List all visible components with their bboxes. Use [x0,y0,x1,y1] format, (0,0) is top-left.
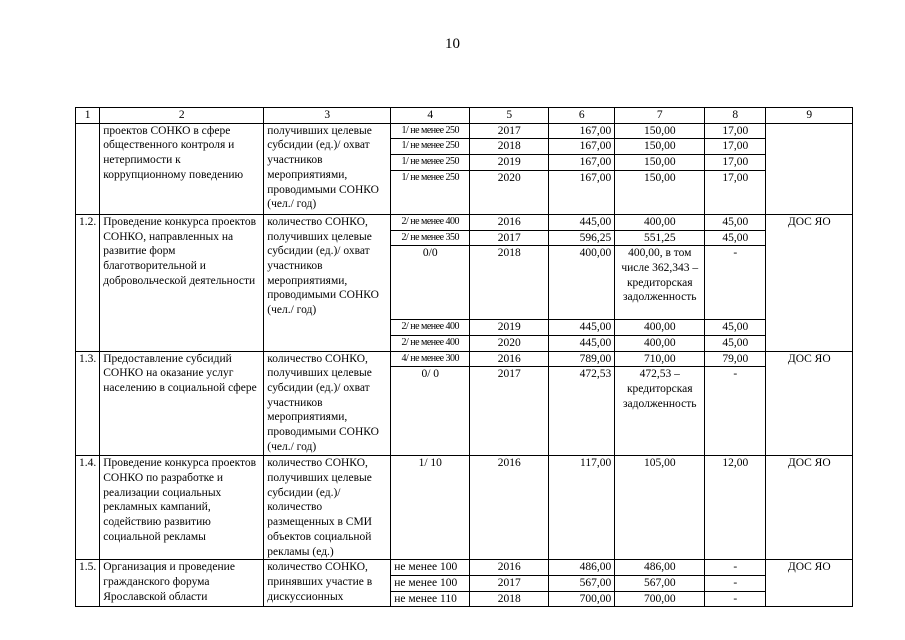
plan-value-cell: 2/ не менее 400 [391,320,470,336]
regional-cell: 567,00 [615,576,705,592]
total-cell: 167,00 [549,123,615,139]
header-cell: 9 [766,108,853,124]
other-cell: - [705,560,766,576]
table-row [76,123,853,139]
total-cell: 567,00 [549,576,615,592]
plan-value-cell: 1/ 10 [391,456,470,560]
total-cell: 472,53 [549,367,615,456]
regional-cell: 551,25 [615,230,705,246]
plan-value-cell: 4/ не менее 300 [391,351,470,367]
plan-value-cell: 1/ не менее 250 [391,155,470,171]
other-cell: - [705,576,766,592]
plan-value-cell: 2/ не менее 400 [391,214,470,230]
year-cell: 2020 [470,170,549,214]
activity-name-cell: Проведение конкурса проектов СОНКО, направленных на развитие форм благотворительной и добровольческой деятельности [100,214,264,351]
year-cell: 2017 [470,367,549,456]
other-cell: 17,00 [705,155,766,171]
other-cell: 12,00 [705,456,766,560]
total-cell: 486,00 [549,560,615,576]
total-cell: 445,00 [549,214,615,230]
total-cell: 400,00 [549,246,615,320]
header-cell: 1 [76,108,100,124]
plan-value-cell: не менее 100 [391,560,470,576]
year-cell: 2020 [470,335,549,351]
item-number-cell: 1.5. [76,560,100,607]
indicator-cell: количество СОНКО, принявших участие в дискуссионных [264,560,391,607]
other-cell: 45,00 [705,214,766,230]
total-cell: 167,00 [549,170,615,214]
year-cell: 2018 [470,139,549,155]
program-table [75,107,853,607]
regional-cell: 105,00 [615,456,705,560]
header-cell: 3 [264,108,391,124]
total-cell: 596,25 [549,230,615,246]
regional-cell: 150,00 [615,123,705,139]
table-row [76,560,853,576]
plan-value-cell: 1/ не менее 250 [391,123,470,139]
item-number-cell: 1.4. [76,456,100,560]
other-cell: - [705,591,766,607]
year-cell: 2017 [470,123,549,139]
other-cell: 17,00 [705,170,766,214]
executor-cell: ДОС ЯО [766,351,853,456]
total-cell: 789,00 [549,351,615,367]
other-cell: 79,00 [705,351,766,367]
regional-cell: 400,00 [615,320,705,336]
item-number-cell [76,123,100,214]
regional-cell: 700,00 [615,591,705,607]
executor-cell [766,123,853,214]
regional-cell: 150,00 [615,170,705,214]
executor-cell: ДОС ЯО [766,560,853,607]
plan-value-cell: 0/ 0 [391,367,470,456]
year-cell: 2017 [470,230,549,246]
regional-cell: 150,00 [615,155,705,171]
year-cell: 2017 [470,576,549,592]
header-cell: 8 [705,108,766,124]
regional-cell: 150,00 [615,139,705,155]
activity-name-cell: Проведение конкурса проектов СОНКО по разработке и реализации социальных рекламных кампаний, содействию развитию социальной рекламы [100,456,264,560]
indicator-cell: количество СОНКО, получивших целевые субсидии (ед.)/ охват участников мероприятиями, проводимыми СОНКО (чел./ год) [264,214,391,351]
regional-cell: 710,00 [615,351,705,367]
other-cell: - [705,246,766,320]
year-cell: 2018 [470,246,549,320]
total-cell: 167,00 [549,139,615,155]
total-cell: 445,00 [549,320,615,336]
table-row [76,351,853,367]
item-number-cell: 1.3. [76,351,100,456]
indicator-cell: количество СОНКО, получивших целевые субсидии (ед.)/ количество размещенных в СМИ объектов социальной рекламы (ед.) [264,456,391,560]
header-cell: 6 [549,108,615,124]
plan-value-cell: не менее 110 [391,591,470,607]
year-cell: 2019 [470,320,549,336]
regional-cell: 472,53 – кредиторская задолженность [615,367,705,456]
plan-value-cell: 0/0 [391,246,470,320]
plan-value-cell: 2/ не менее 400 [391,335,470,351]
header-cell: 2 [100,108,264,124]
table-header-row [76,108,853,124]
header-cell: 7 [615,108,705,124]
table-row [76,214,853,230]
activity-name-cell: Организация и проведение гражданского форума Ярославской области [100,560,264,607]
year-cell: 2016 [470,456,549,560]
total-cell: 117,00 [549,456,615,560]
year-cell: 2016 [470,560,549,576]
header-cell: 5 [470,108,549,124]
total-cell: 167,00 [549,155,615,171]
regional-cell: 400,00, в том числе 362,343 – кредиторская задолженность [615,246,705,320]
year-cell: 2016 [470,214,549,230]
other-cell: 45,00 [705,335,766,351]
plan-value-cell: 2/ не менее 350 [391,230,470,246]
year-cell: 2016 [470,351,549,367]
header-cell: 4 [391,108,470,124]
other-cell: 45,00 [705,320,766,336]
activity-name-cell: Предоставление субсидий СОНКО на оказание услуг населению в социальной сфере [100,351,264,456]
plan-value-cell: 1/ не менее 250 [391,139,470,155]
indicator-cell: количество СОНКО, получивших целевые субсидии (ед.)/ охват участников мероприятиями, проводимыми СОНКО (чел./ год) [264,351,391,456]
year-cell: 2018 [470,591,549,607]
executor-cell: ДОС ЯО [766,214,853,351]
table-row [76,456,853,560]
regional-cell: 400,00 [615,214,705,230]
item-number-cell: 1.2. [76,214,100,351]
executor-cell: ДОС ЯО [766,456,853,560]
year-cell: 2019 [470,155,549,171]
page-number: 10 [445,36,460,52]
other-cell: 45,00 [705,230,766,246]
indicator-cell: получивших целевые субсидии (ед.)/ охват участников мероприятиями, проводимыми СОНКО (чел./ год) [264,123,391,214]
other-cell: 17,00 [705,123,766,139]
total-cell: 700,00 [549,591,615,607]
other-cell: 17,00 [705,139,766,155]
other-cell: - [705,367,766,456]
activity-name-cell: проектов СОНКО в сфере общественного контроля и нетерпимости к коррупционному поведению [100,123,264,214]
regional-cell: 486,00 [615,560,705,576]
regional-cell: 400,00 [615,335,705,351]
plan-value-cell: 1/ не менее 250 [391,170,470,214]
plan-value-cell: не менее 100 [391,576,470,592]
total-cell: 445,00 [549,335,615,351]
